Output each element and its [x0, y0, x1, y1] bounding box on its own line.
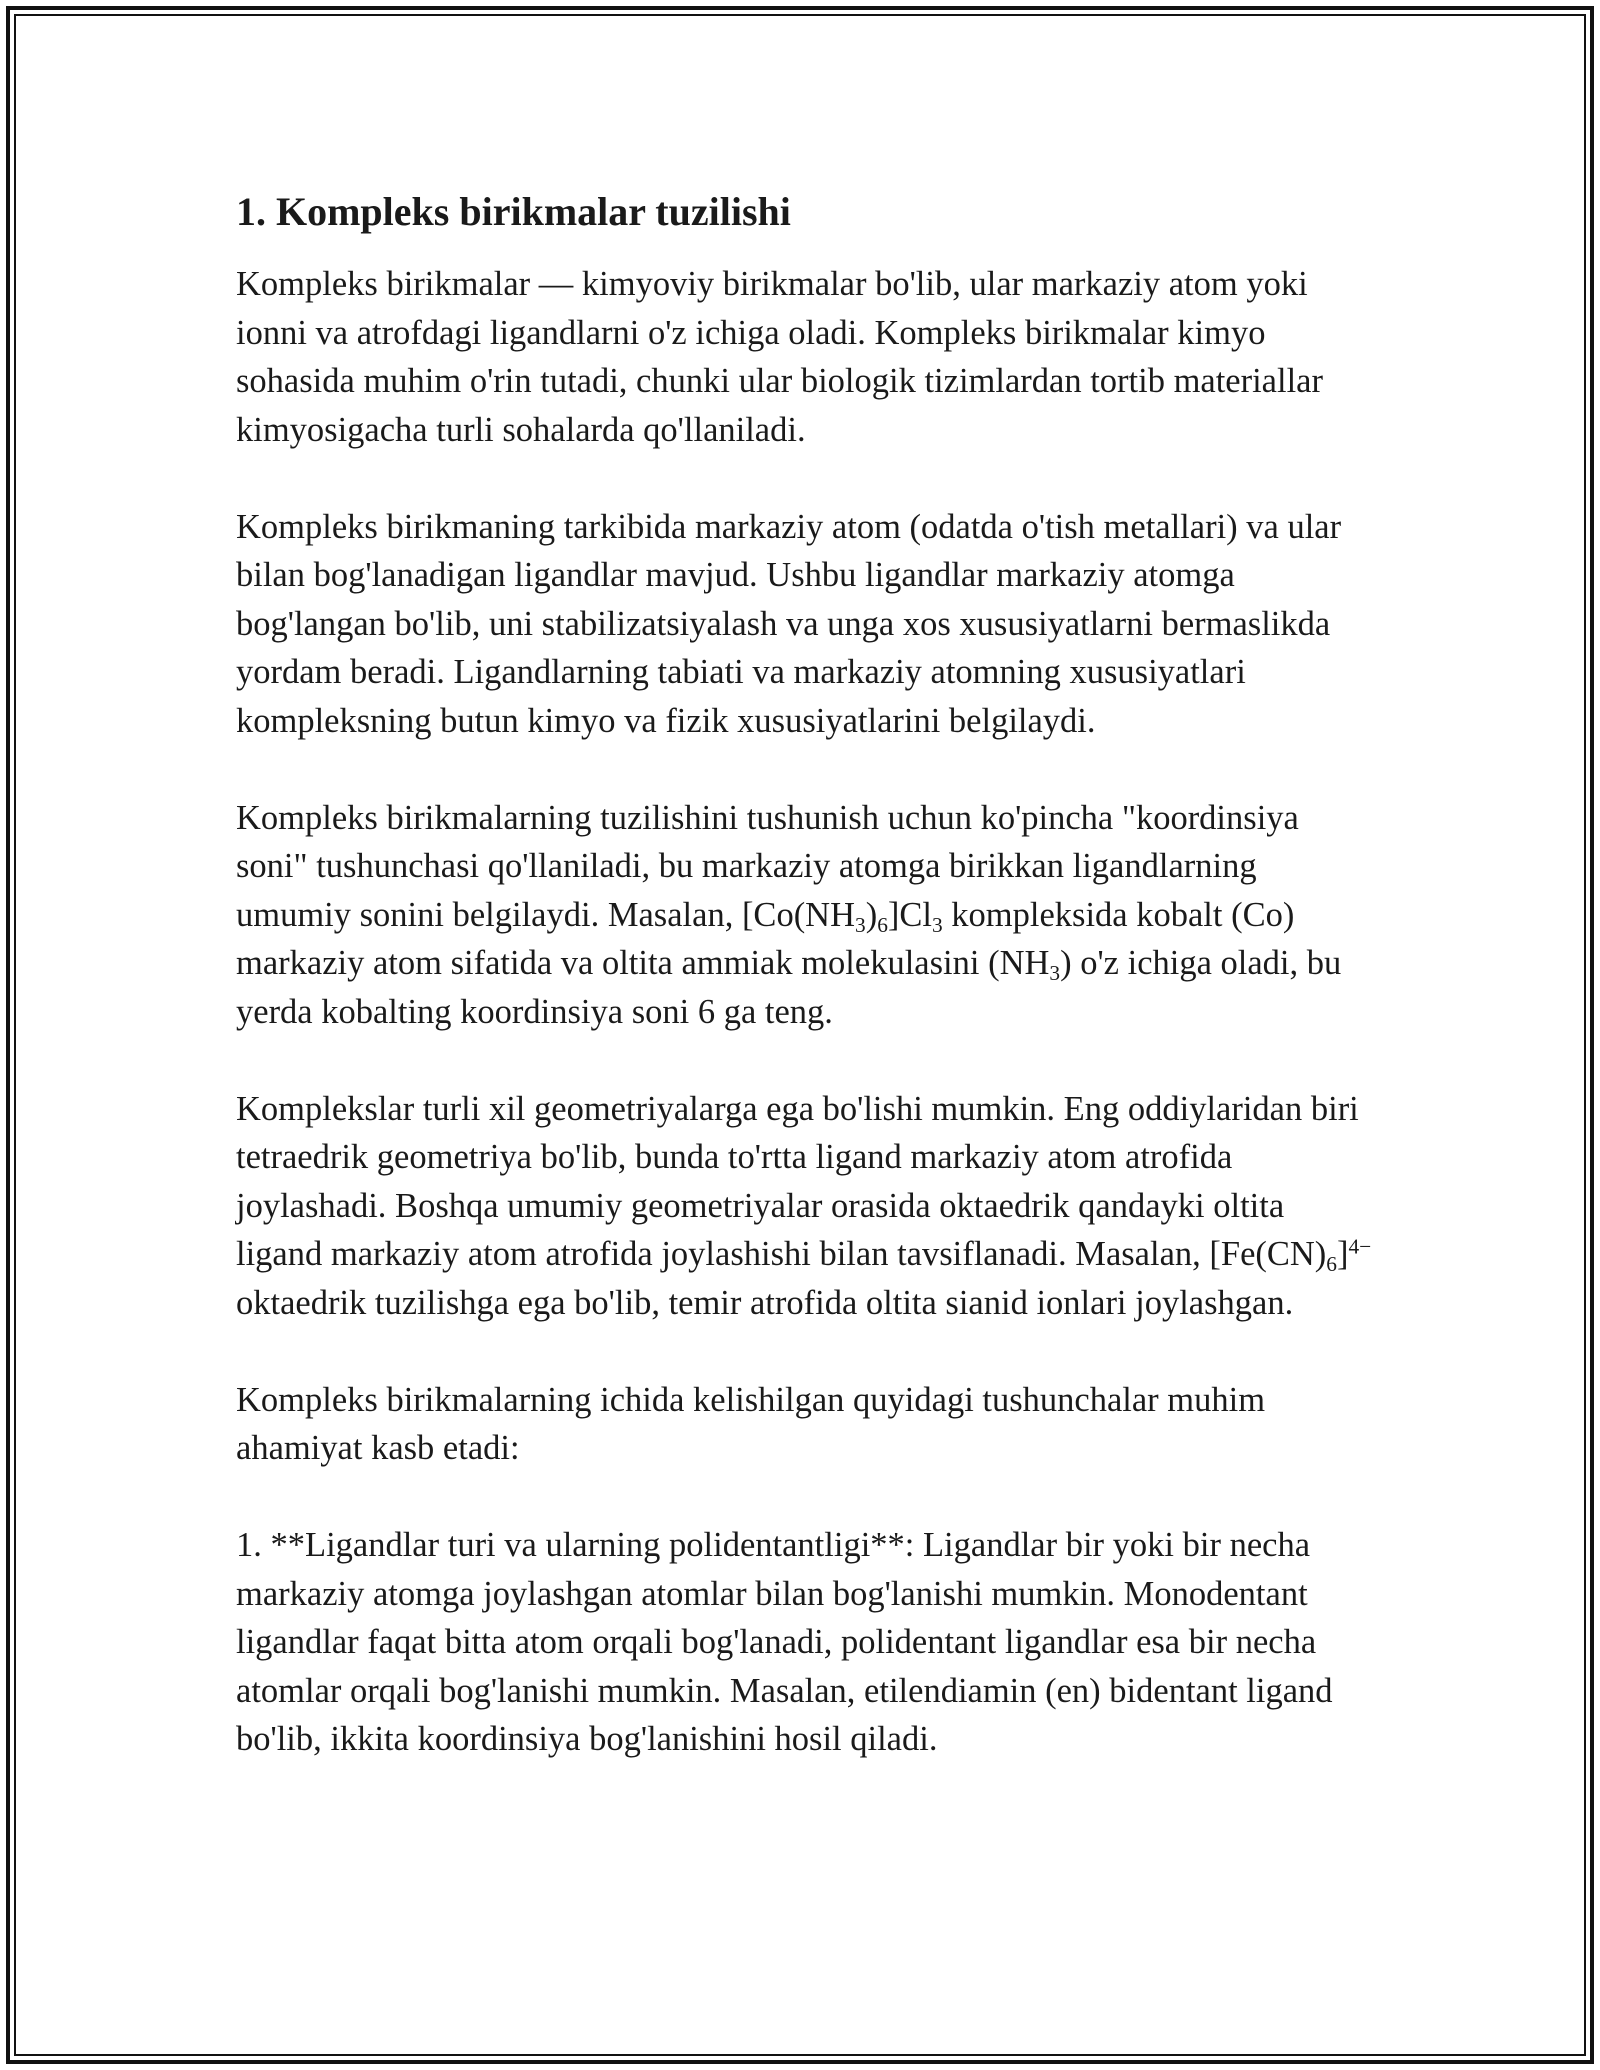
text-run: kompleksida kobalt (Co) markaziy atom sifatida va oltita ammiak molekulasini (NH: [236, 895, 1295, 982]
subscript: 3: [1049, 960, 1061, 985]
paragraph-composition: Kompleks birikmaning tarkibida markaziy atom (odatda o'tish metallari) va ular bilan bog'lanadigan ligandlar mavjud. Ushbu ligandlar markaziy atomga bog'langan bo'lib, uni stabilizatsiyalash va unga xos xususiyatlarni bermaslikda yordam beradi. Ligandlarning tabiati va markaziy atomning xususiyatlari kompleksning butun kimyo va fizik xususiyatlarini belgilaydi.: [236, 507, 1342, 740]
subscript: 6: [1326, 1251, 1337, 1276]
text-run: ): [865, 895, 878, 934]
text-run: ]: [1336, 1235, 1349, 1273]
paragraph-coordination-number: [236, 794, 1376, 1037]
subscript: 6: [877, 912, 888, 937]
paragraph-concepts-intro: Kompleks birikmalarning ichida kelishilgan quyidagi tushunchalar muhim ahamiyat kasb etadi:: [236, 1380, 1266, 1467]
document-body: [236, 186, 1376, 1812]
text-run: ]Cl: [887, 895, 932, 934]
paragraph-geometry: [236, 1085, 1376, 1328]
section-heading: 1. Kompleks birikmalar tuzilishi: [236, 189, 791, 234]
text-run: Kompleks birikmalarning tuzilishini tushunish uchun ko'pincha "koordinsiya soni" tushunchasi qo'llaniladi, bu markaziy atomga birikkan ligandlarning umumiy sonini belgilaydi. Masalan, [Co(NH: [236, 798, 1299, 934]
text-run: Komplekslar turli xil geometriyalarga ega bo'lishi mumkin. Eng oddiylaridan biri tetraedrik geometriya bo'lib, bunda to'rtta ligand markaziy atom atrofida joylashadi. Boshqa umumiy geometriyalar orasida oktaedrik qandayki oltita ligand markaziy atom atrofida joylashishi bilan tavsiflanadi. Masalan, [Fe(CN): [236, 1089, 1359, 1273]
paragraph-list-item-1: 1. **Ligandlar turi va ularning polidentantligi**: Ligandlar bir yoki bir necha markaziy atomga joylashgan atomlar bilan bog'lanishi mumkin. Monodentant ligandlar faqat bitta atom orqali bog'lanadi, polidentant ligandlar esa bir necha atomlar orqali bog'lanishi mumkin. Masalan, etilendiamin (en) bidentant ligand bo'lib, ikkita koordinsiya bog'lanishini hosil qiladi.: [236, 1526, 1333, 1758]
subscript: 3: [855, 912, 866, 937]
subscript: 3: [931, 912, 943, 937]
superscript: 4−: [1348, 1234, 1372, 1259]
text-run: oktaedrik tuzilishga ega bo'lib, temir atrofida oltita sianid ionlari joylashgan.: [236, 1283, 1294, 1322]
paragraph-intro: Kompleks birikmalar — kimyoviy birikmalar bo'lib, ular markaziy atom yoki ionni va atrofdagi ligandlarni o'z ichiga oladi. Kompleks birikmalar kimyo sohasida muhim o'rin tutadi, chunki ular biologik tizimlardan tortib materiallar kimyosigacha turli sohalarda qo'llaniladi.: [236, 265, 1323, 449]
text-run: ) o'z ichiga oladi, bu yerda kobalting koordinsiya soni 6 ga teng.: [236, 944, 1342, 1031]
